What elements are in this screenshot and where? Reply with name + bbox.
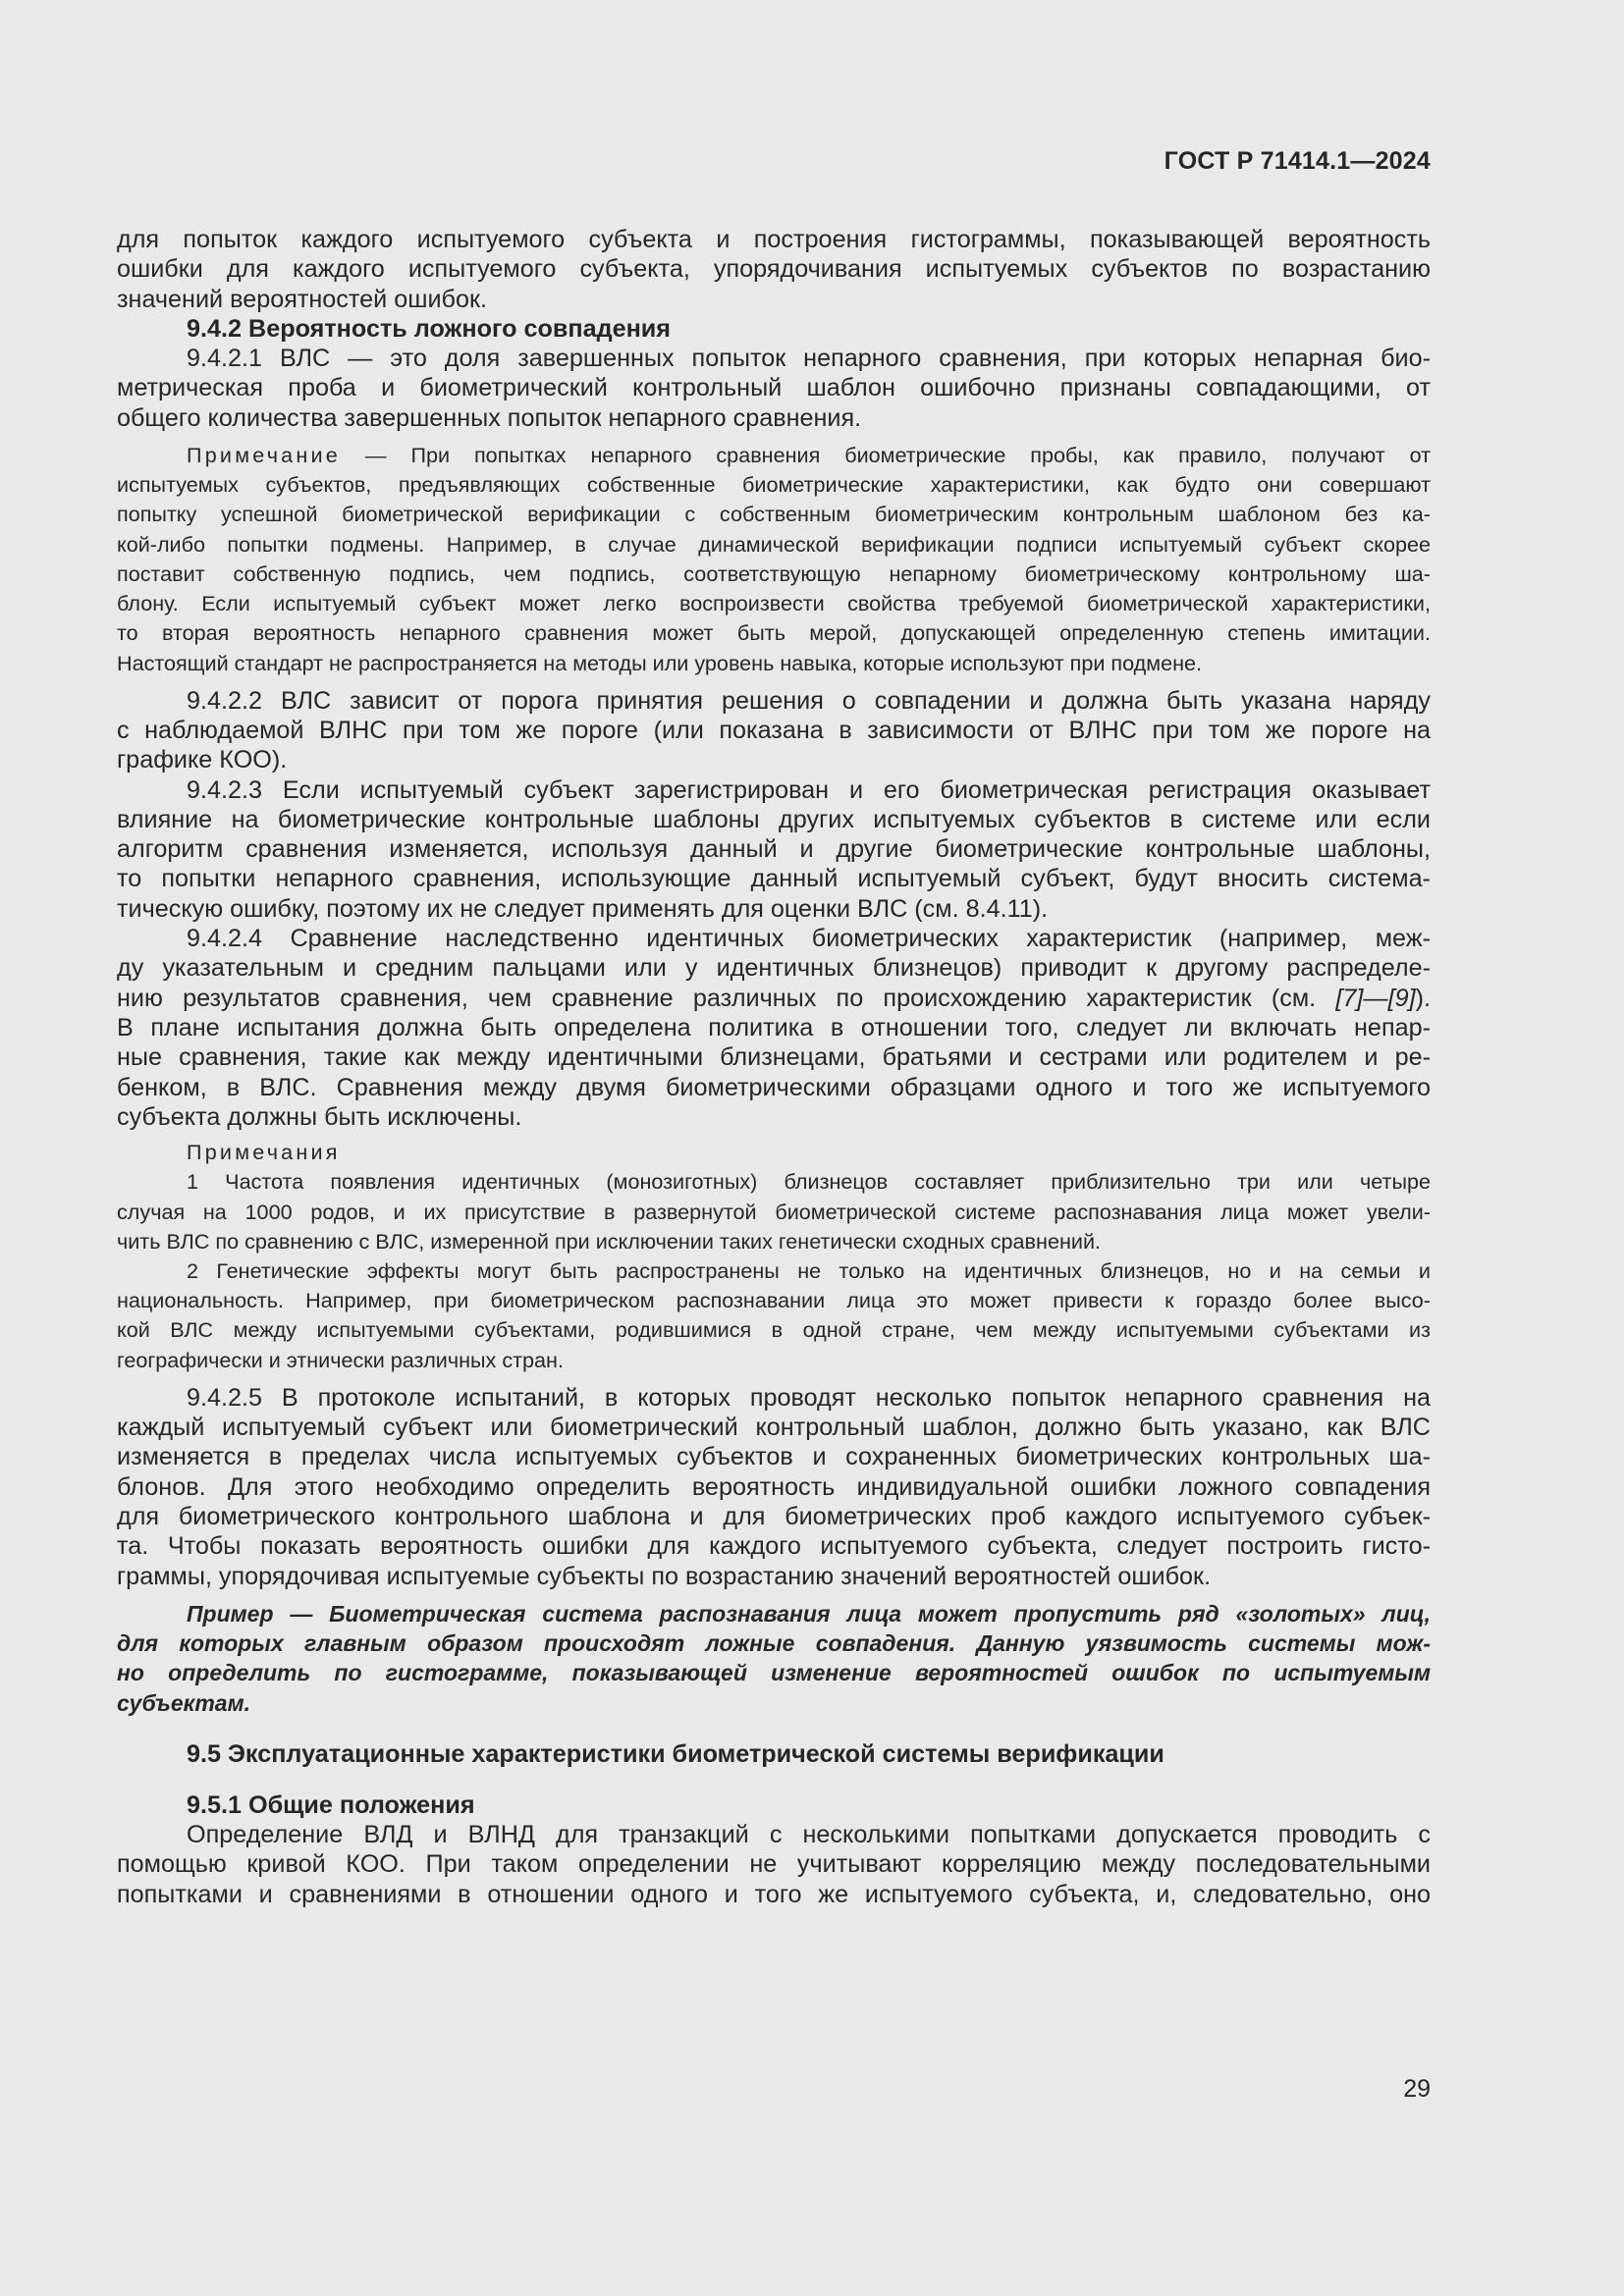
paragraph-9-5-1: Определение ВЛД и ВЛНД для транзакций с несколькими попытками допускается проводить с помощью кривой КОО. При таком определении не учитывают корреляцию между последовательными попытками и сравнениями в отношении одного и того же испытуемого субъекта, и, следовательно, оно — [117, 1821, 1431, 1908]
paragraph-9-4-2-4: 9.4.2.4 Сравнение наследственно идентичных биометрических характеристик (например, меж- ду указательным и средним пальцами или у идентичных близнецов) приводит к другому распределе- нию результатов сравнения, чем сравнение различных по происхождению характеристик (см. [7]—[9]). В плане испытания должна быть определена политика в отношении того, следует ли включать непар- ные сравнения, такие как между идентичными близнецами, братьями и сестрами или родителем и ре- бенком, в ВЛС. Сравнения между двумя биометрическими образцами одного и того же испытуемого субъекта должны быть исключены. — [117, 925, 1431, 1131]
notes-9-4-2-4: Примечания 1 Частота появления идентичных (монозиготных) близнецов составляет приблизительно три или четыре случая на 1000 родов, и их присутствие в развернутой биометрической системе распознавания лица может увели- чить ВЛС по сравнению с ВЛС, измеренной при исключении таких генетически сходных сравнений. 2 Генетические эффекты могут быть распространены не только на идентичных близнецов, но и на семьи и национальность. Например, при биометрическом распознавании лица это может привести к гораздо более высо- кой ВЛС между испытуемыми субъектами, родившимися в одной стране, чем между испытуемыми субъектами из географически и этнически различных стран. — [117, 1140, 1431, 1372]
document-header: ГОСТ Р 71414.1—2024 — [1164, 147, 1431, 175]
paragraph-9-4-2-1: 9.4.2.1 ВЛС — это доля завершенных попыток непарного сравнения, при которых непарная био- метрическая проба и биометрический контрольный шаблон ошибочно признаны совпадающими, от общего количества завершенных попыток непарного сравнения. — [117, 345, 1431, 432]
intro-paragraph: для попыток каждого испытуемого субъекта и построения гистограммы, показывающей вероятность ошибки для каждого испытуемого субъекта, упорядочивания испытуемых субъектов по возрастанию значений вероятностей ошибок. — [117, 226, 1431, 313]
heading-9-5-1: 9.5.1 Общие положения — [187, 1791, 475, 1820]
notes-label: Примечания — [187, 1140, 341, 1165]
heading-9-5: 9.5 Эксплуатационные характеристики биометрической системы верификации — [187, 1740, 1164, 1769]
example-block: Пример — Биометрическая система распознавания лица может пропустить ряд «золотых» лиц, для которых главным образом происходят ложные совпадения. Данную уязвимость системы мож- но определить по гистограмме, показывающей изменение вероятностей ошибок по испытуемым субъектам. — [117, 1600, 1431, 1716]
note-9-4-2-1: Примечание — При попытках непарного сравнения биометрические пробы, как правило, получают от испытуемых субъектов, предъявляющих собственные биометрические характеристики, как будто они совершают попытку успешной биометрической верификации с собственным биометрическим контрольным шаблоном без ка- кой-либо попытки подмены. Например, в случае динамической верификации подписи испытуемый субъект скорее поставит собственную подпись, чем подпись, соответствующую непарному биометрическому контрольному ша- блону. Если испытуемый субъект может легко воспроизвести свойства требуемой биометрической характеристики, то вторая вероятность непарного сравнения может быть мерой, допускающей определенную степень имитации. Настоящий стандарт не распространяется на методы или уровень навыка, которые используют при подмене. — [117, 443, 1431, 675]
heading-9-4-2: 9.4.2 Вероятность ложного совпадения — [187, 314, 671, 343]
page-number: 29 — [1403, 2075, 1431, 2103]
note-label: Примечание — [187, 443, 341, 468]
paragraph-9-4-2-2: 9.4.2.2 ВЛС зависит от порога принятия решения о совпадении и должна быть указана наряду с наблюдаемой ВЛНС при том же пороге (или показана в зависимости от ВЛНС при том же пороге на графике КОО). — [117, 686, 1431, 774]
reference-7: [7] — [1335, 984, 1364, 1012]
paragraph-9-4-2-5: 9.4.2.5 В протоколе испытаний, в которых проводят несколько попыток непарного сравнения на каждый испытуемый субъект или биометрический контрольный шаблон, должно быть указано, как ВЛС изменяется в пределах числа испытуемых субъектов и сохраненных биометрических контрольных ша- блонов. Для этого необходимо определить вероятность индивидуальной ошибки ложного совпадения для биометрического контрольного шаблона и для биометрических проб каждого испытуемого субъек- та. Чтобы показать вероятность ошибки для каждого испытуемого субъекта, следует построить гисто- граммы, упорядочивая испытуемые субъекты по возрастанию значений вероятностей ошибок. — [117, 1383, 1431, 1590]
reference-9: [9] — [1387, 984, 1416, 1012]
paragraph-9-4-2-3: 9.4.2.3 Если испытуемый субъект зарегистрирован и его биометрическая регистрация оказывает влияние на биометрические контрольные шаблоны других испытуемых субъектов в системе или если алгоритм сравнения изменяется, используя данный и другие биометрические контрольные шаблоны, то попытки непарного сравнения, использующие данный испытуемый субъект, будут вносить система- тическую ошибку, поэтому их не следует применять для оценки ВЛС (см. 8.4.11). — [117, 775, 1431, 923]
page-content — [117, 225, 1431, 1909]
